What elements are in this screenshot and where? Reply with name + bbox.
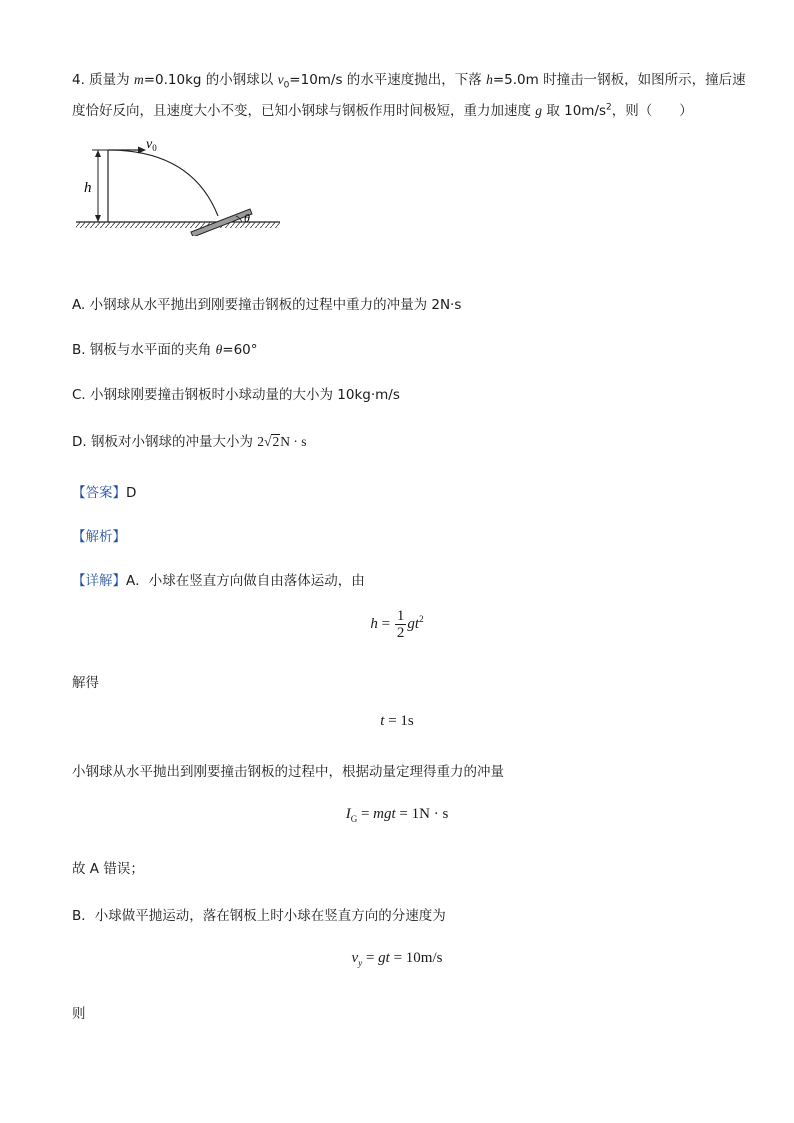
var-m: m — [133, 72, 144, 87]
eq-symbol: = — [377, 615, 394, 632]
analysis-heading: 【解析】 — [72, 529, 126, 545]
var-g: g — [535, 103, 543, 118]
option-b-text: B. 钢板与水平面的夹角 — [72, 342, 216, 358]
eq-var: h — [370, 615, 378, 632]
eq-var: mgt — [373, 806, 396, 822]
fraction-half — [395, 608, 407, 641]
eq-value: = 1N · s — [395, 806, 449, 822]
projectile-figure — [72, 136, 292, 236]
question-text: 度恰好反向，且速度大小不变，已知小钢球与钢板作用时间极短，重力加速度 — [72, 103, 536, 119]
question-number: 4. 质量为 — [72, 72, 134, 88]
option-b-value: =60° — [222, 342, 258, 358]
subscript: G — [350, 814, 358, 824]
option-c: C. 小钢球刚要撞击钢板时小球动量的大小为 10kg·m/s — [72, 387, 400, 403]
question-line-1 — [72, 68, 746, 91]
theta-label: θ — [244, 211, 250, 225]
answer-line — [72, 481, 136, 501]
equation-vy — [0, 950, 794, 968]
text-b-analysis: B．小球做平抛运动，落在钢板上时小球在竖直方向的分速度为 — [72, 908, 446, 924]
eq-var: I — [345, 806, 351, 822]
question-text: =5.0m 时撞击一钢板，如图所示，撞后速 — [492, 72, 746, 88]
var-v-sub: 0 — [283, 80, 290, 91]
subscript: y — [358, 958, 363, 968]
eq-value: = 1s — [384, 713, 414, 729]
trajectory-curve — [108, 150, 218, 216]
text-ze: 则 — [72, 1006, 86, 1022]
eq-var: gt — [378, 950, 390, 966]
detail-line — [72, 569, 365, 589]
eq-var: t — [380, 713, 385, 729]
eq-symbol: = — [357, 806, 374, 822]
superscript: 2 — [606, 102, 612, 113]
var-v: v — [277, 72, 284, 87]
h-label: h — [84, 180, 92, 196]
detail-heading: 【详解】 — [72, 573, 126, 589]
detail-text: A．小球在竖直方向做自由落体运动，由 — [126, 573, 365, 589]
sqrt-radicand: 2 — [272, 434, 280, 449]
var-theta: θ — [215, 342, 223, 357]
question-line-2 — [72, 99, 693, 119]
option-d — [72, 430, 306, 450]
var-h: h — [486, 72, 493, 87]
text-a-wrong: 故 A 错误； — [72, 861, 144, 877]
eq-var: v — [351, 950, 359, 966]
question-text: =0.10kg 的小钢球以 — [143, 72, 278, 88]
fraction-numerator: 1 — [396, 608, 405, 624]
equation-impulse — [0, 806, 794, 824]
height-arrow-bottom — [95, 215, 101, 222]
sqrt-sign: √ — [264, 434, 272, 449]
fraction-denominator: 2 — [396, 625, 405, 641]
option-a: A. 小钢球从水平抛出到刚要撞击钢板的过程中重力的冲量为 2N·s — [72, 297, 462, 313]
analysis-label — [72, 525, 126, 545]
equation-free-fall — [0, 608, 794, 641]
eq-var: gt — [407, 615, 420, 632]
answer-value: D — [126, 485, 137, 501]
option-d-coefficient: 2 — [257, 434, 265, 449]
answer-label: 【答案】 — [72, 485, 126, 501]
equation-time — [0, 713, 794, 730]
superscript: 2 — [419, 613, 424, 624]
v0-label: $v_0$ — [146, 137, 157, 153]
question-text: ，则（ ） — [611, 103, 693, 119]
eq-symbol: = — [362, 950, 379, 966]
option-b — [72, 338, 258, 358]
eq-value: = 10m/s — [389, 950, 443, 966]
option-d-unit: N · s — [280, 434, 307, 449]
height-arrow-top — [95, 150, 101, 157]
question-text: 取 10m/s — [542, 103, 607, 119]
option-d-text: D. 钢板对小钢球的冲量大小为 — [72, 434, 258, 450]
jiede-line: 解得 — [72, 675, 99, 691]
question-text: =10m/s 的水平速度抛出，下落 — [289, 72, 487, 88]
text-gravity-impulse: 小钢球从水平抛出到刚要撞击钢板的过程中，根据动量定理得重力的冲量 — [72, 764, 504, 780]
